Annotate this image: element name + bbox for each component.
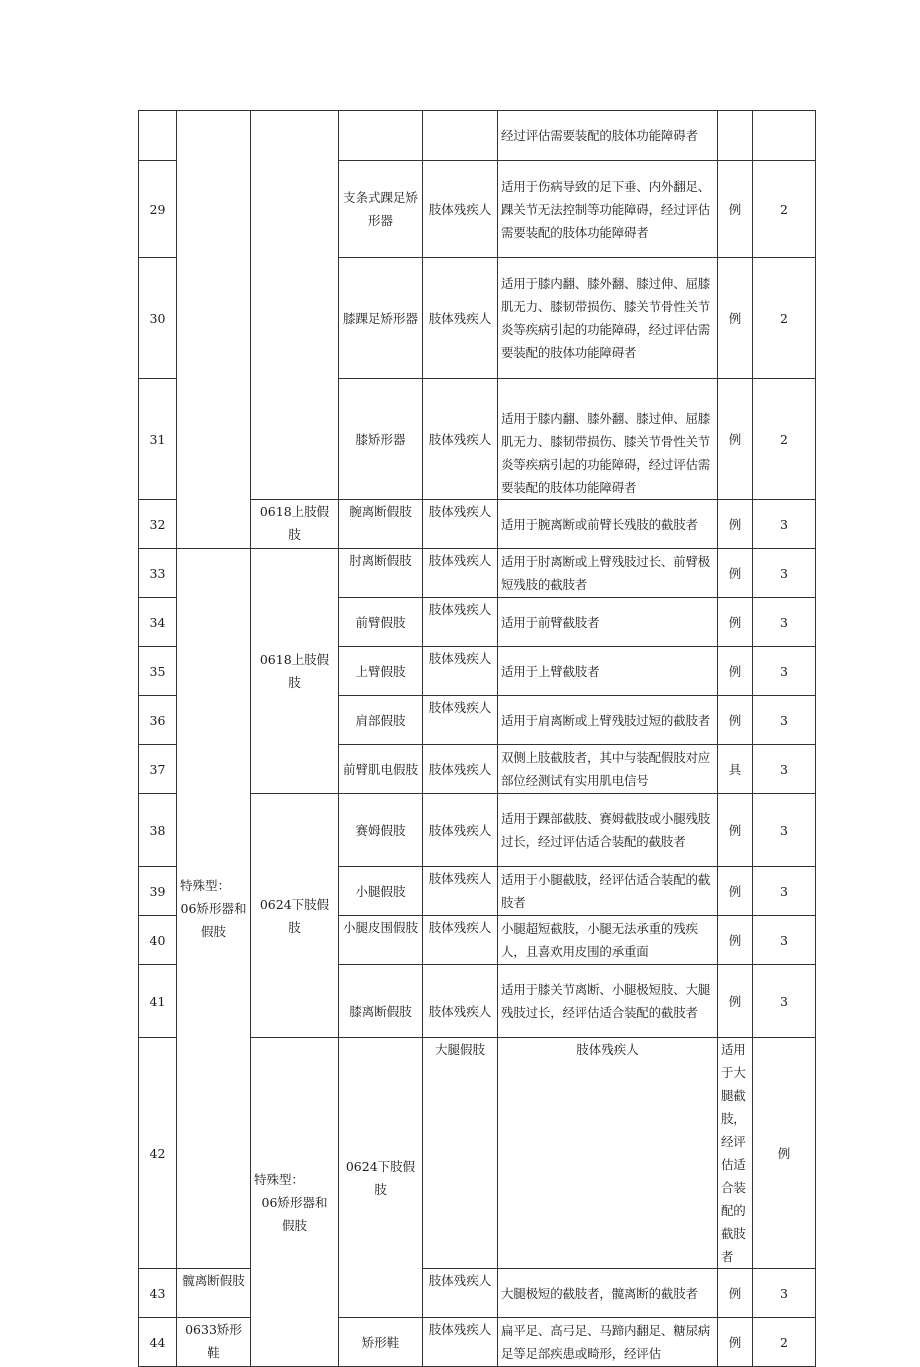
item-name: 大腿假肢: [423, 1038, 498, 1269]
item-name: 腕离断假肢: [339, 500, 423, 549]
unit: 例: [718, 500, 753, 549]
item-description: 双侧上肢截肢者，其中与装配假肢对应部位经测试有实用肌电信号: [498, 745, 718, 794]
quantity: 2: [753, 379, 816, 500]
quantity: 2: [753, 1318, 816, 1367]
item-name: 矫形鞋: [339, 1318, 423, 1367]
item-name: 前臂假肢: [339, 598, 423, 647]
row-number: 41: [139, 965, 177, 1038]
row-number: 30: [139, 258, 177, 379]
category-cell: [177, 549, 251, 1269]
quantity: 3: [753, 598, 816, 647]
item-description: 扁平足、高弓足、马蹄内翻足、糖尿病足等足部疾患或畸形，经评估: [498, 1318, 718, 1367]
item-description: 适用于前臂截肢者: [498, 598, 718, 647]
target-group: 肢体残疾人: [423, 916, 498, 965]
category-label-line1: 特殊型：: [180, 878, 231, 893]
target-group: 肢体残疾人: [423, 549, 498, 598]
target-group: 肢体残疾人: [423, 696, 498, 745]
unit: 例: [718, 379, 753, 500]
target-group: 肢体残疾人: [423, 745, 498, 794]
category-cell: [251, 1038, 339, 1367]
item-description: 适用于伤病导致的足下垂、内外翻足、踝关节无法控制等功能障碍，经过评估需要装配的肢体功能障碍者: [498, 161, 718, 258]
item-name: 肘离断假肢: [339, 549, 423, 598]
item-name: 支条式踝足矫形器: [339, 161, 423, 258]
row-number: 32: [139, 500, 177, 549]
category-label-line2: 06矫形器和: [261, 1194, 328, 1210]
unit: 例: [718, 794, 753, 867]
category-label-line3: 假肢: [281, 1217, 307, 1233]
unit: 例: [718, 965, 753, 1038]
item-description: 大腿极短的截肢者，髋离断的截肢者: [498, 1269, 718, 1318]
quantity: 3: [753, 696, 816, 745]
unit: [718, 111, 753, 161]
target-group: 肢体残疾人: [423, 500, 498, 549]
target-group: [423, 111, 498, 161]
row-number: 39: [139, 867, 177, 916]
table-row: [139, 111, 816, 161]
unit: 具: [718, 745, 753, 794]
item-description: 适用于踝部截肢、赛姆截肢或小腿残肢过长，经过评估适合装配的截肢者: [498, 794, 718, 867]
subcategory: 0618上肢假肢: [251, 549, 339, 794]
item-description: 适用于上臂截肢者: [498, 647, 718, 696]
quantity: [753, 111, 816, 161]
row-number: 29: [139, 161, 177, 258]
unit: 例: [718, 549, 753, 598]
quantity: 3: [753, 965, 816, 1038]
quantity: 3: [753, 867, 816, 916]
table-row: [139, 1318, 816, 1367]
quantity: 3: [753, 916, 816, 965]
item-name: 小腿皮围假肢: [339, 916, 423, 965]
target-group: 肢体残疾人: [423, 161, 498, 258]
quantity: 3: [753, 1269, 816, 1318]
target-group: 肢体残疾人: [423, 647, 498, 696]
row-number: 36: [139, 696, 177, 745]
item-name: 膝矫形器: [339, 379, 423, 500]
target-group: 肢体残疾人: [498, 1038, 718, 1269]
item-name: 肩部假肢: [339, 696, 423, 745]
target-group: 肢体残疾人: [423, 1269, 498, 1318]
table-row: [139, 1269, 816, 1318]
row-number: 31: [139, 379, 177, 500]
target-group: 肢体残疾人: [423, 867, 498, 916]
row-number: 37: [139, 745, 177, 794]
item-description: 适用于膝关节离断、小腿极短肢、大腿残肢过长，经评估适合装配的截肢者: [498, 965, 718, 1038]
item-name: 上臂假肢: [339, 647, 423, 696]
target-group: 肢体残疾人: [423, 258, 498, 379]
row-number: 42: [139, 1038, 177, 1269]
item-description: 适用于大腿截肢，经评估适合装配的截肢者: [718, 1038, 753, 1269]
unit: 例: [718, 258, 753, 379]
unit: 例: [718, 696, 753, 745]
item-description: 适用于肘离断或上臂残肢过长、前臂极短残肢的截肢者: [498, 549, 718, 598]
item-description: 小腿超短截肢，小腿无法承重的残疾人，且喜欢用皮围的承重面: [498, 916, 718, 965]
unit: 例: [718, 161, 753, 258]
unit: 例: [718, 1318, 753, 1367]
item-name: [339, 111, 423, 161]
target-group: 肢体残疾人: [423, 379, 498, 500]
unit: 例: [718, 916, 753, 965]
target-group: 肢体残疾人: [423, 965, 498, 1038]
row-number: 40: [139, 916, 177, 965]
row-number: 35: [139, 647, 177, 696]
quantity: 3: [753, 549, 816, 598]
item-name: 前臂肌电假肢: [339, 745, 423, 794]
category-label-line1: 特殊型：: [254, 1171, 305, 1187]
item-name: 膝踝足矫形器: [339, 258, 423, 379]
item-name: 赛姆假肢: [339, 794, 423, 867]
quantity: 3: [753, 500, 816, 549]
quantity: 3: [753, 794, 816, 867]
unit: 例: [718, 867, 753, 916]
item-description: 经过评估需要装配的肢体功能障碍者: [498, 111, 718, 161]
equipment-table: [138, 110, 816, 1367]
target-group: 肢体残疾人: [423, 794, 498, 867]
target-group: 肢体残疾人: [423, 1318, 498, 1367]
unit: 例: [718, 647, 753, 696]
item-description: 适用于膝内翻、膝外翻、膝过伸、屈膝肌无力、膝韧带损伤、膝关节骨性关节炎等疾病引起的功能障碍，经过评估需要装配的肢体功能障碍者: [498, 258, 718, 379]
quantity: 3: [753, 647, 816, 696]
item-name: 小腿假肢: [339, 867, 423, 916]
item-description: 适用于肩离断或上臂残肢过短的截肢者: [498, 696, 718, 745]
subcategory-cell-empty: [251, 111, 339, 500]
row-number: [139, 111, 177, 161]
target-group: 肢体残疾人: [423, 598, 498, 647]
subcategory: 0624下肢假肢: [339, 1038, 423, 1318]
subcategory: 0624下肢假肢: [251, 794, 339, 1038]
row-number: 33: [139, 549, 177, 598]
row-number: 43: [139, 1269, 177, 1318]
row-number: 38: [139, 794, 177, 867]
item-description: 适用于腕离断或前臂长残肢的截肢者: [498, 500, 718, 549]
item-description: 适用于膝内翻、膝外翻、膝过伸、屈膝肌无力、膝韧带损伤、膝关节骨性关节炎等疾病引起的功能障碍，经过评估需要装配的肢体功能障碍者: [498, 379, 718, 500]
subcategory: 0633矫形鞋: [177, 1318, 251, 1367]
subcategory: 0618上肢假肢: [251, 500, 339, 549]
quantity: 2: [753, 161, 816, 258]
category-label-line3: 假肢: [200, 924, 226, 939]
item-description: 适用于小腿截肢，经评估适合装配的截肢者: [498, 867, 718, 916]
unit: 例: [718, 1269, 753, 1318]
table-row: [139, 549, 816, 598]
quantity: 3: [753, 745, 816, 794]
row-number: 44: [139, 1318, 177, 1367]
category-cell-empty: [177, 111, 251, 549]
quantity: 2: [753, 258, 816, 379]
row-number: 34: [139, 598, 177, 647]
item-name: 膝离断假肢: [339, 965, 423, 1038]
unit: 例: [753, 1038, 816, 1269]
unit: 例: [718, 598, 753, 647]
category-label-line2: 06矫形器和: [180, 901, 247, 916]
item-name: 髋离断假肢: [177, 1269, 251, 1318]
